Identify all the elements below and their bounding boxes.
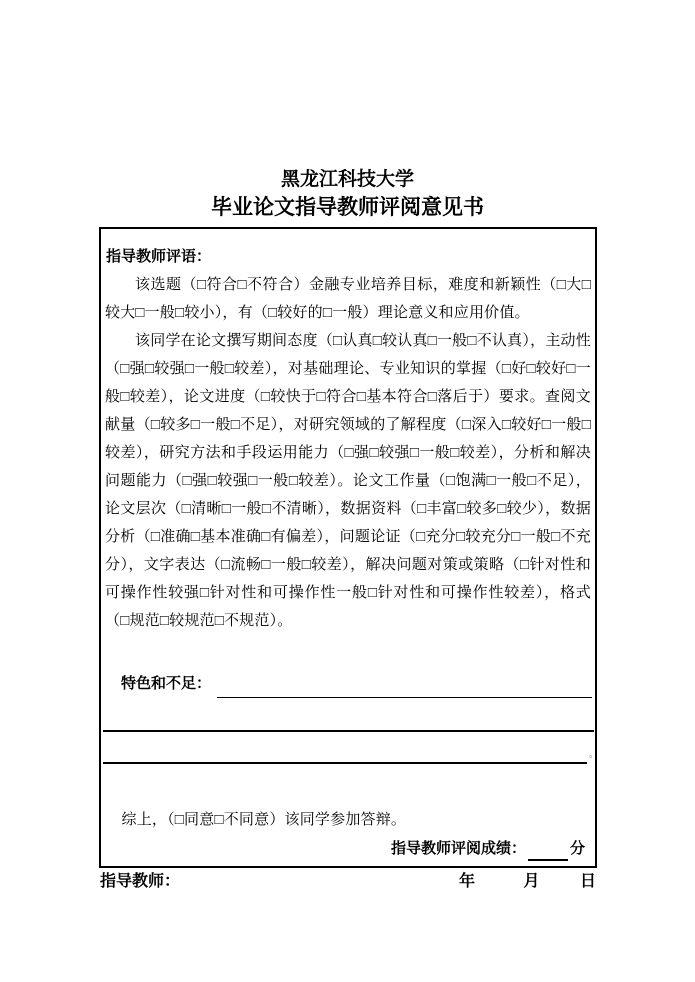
score-blank-field[interactable] [528,839,568,861]
comment-paragraph-topic: 该选题（□符合□不符合）金融专业培养目标，难度和新颖性（□大□较大□一般□较小），有（□较好的□一般）理论意义和应用价值。 [105,277,591,321]
blank-fill-line-3[interactable] [103,762,587,764]
features-blank-field[interactable] [217,671,592,698]
review-form-box [99,227,597,868]
score-unit-label: 分 [569,840,585,857]
date-year-label: 年 [459,873,476,890]
advisor-comments-label: 指导教师评语： [106,248,212,265]
conclusion-text: 综上，（□同意□不同意）该同学参加答辩。 [121,812,407,828]
date-day-label: 日 [579,873,596,890]
features-row [105,670,592,698]
features-label: 特色和不足： [121,675,212,692]
blank-fill-line-2[interactable] [103,730,594,732]
score-label: 指导教师评阅成绩： [390,840,526,857]
date-fields [459,871,596,893]
advisor-signature-label: 指导教师： [100,873,181,890]
signature-footer [100,871,596,893]
page-title: 黑龙江科技大学 [280,169,414,190]
date-month-label: 月 [523,873,540,890]
score-row [391,837,585,861]
comment-paragraph-performance: 该同学在论文撰写期间态度（□认真□较认真□一般□不认真），主动性（□强□较强□一般□较差），对基础理论、专业知识的掌握（□好□较好□一般□较差），论文进度（□较快于□符合□基本符合□落后于）要求。查阅文献量（□较多□一般□不足），对研究领域的了解程度（□深入□较好□一般□较差），研究方法和手段运用能力（□强□较强□一般□较差），分析和解决问题能力（□强□较强□一般□较差）。论文工作量（□饱满□一般□不足），论文层次（□清晰□一般□不清晰），数据资料（□丰富□较多□较少），数据分析（□准确□基本准确□有偏差），问题论证（□充分□较充分□一般□不充分），文字表达（□流畅□一般□较差），解决问题对策或策略（□针对性和可操作性较强□针对性和可操作性一般□针对性和可操作性较差），格式（□规范□较规范□不规范）。 [105,333,591,629]
page-subtitle: 毕业论文指导教师评阅意见书 [211,195,484,219]
blank-line-terminator: 。 [589,749,599,759]
